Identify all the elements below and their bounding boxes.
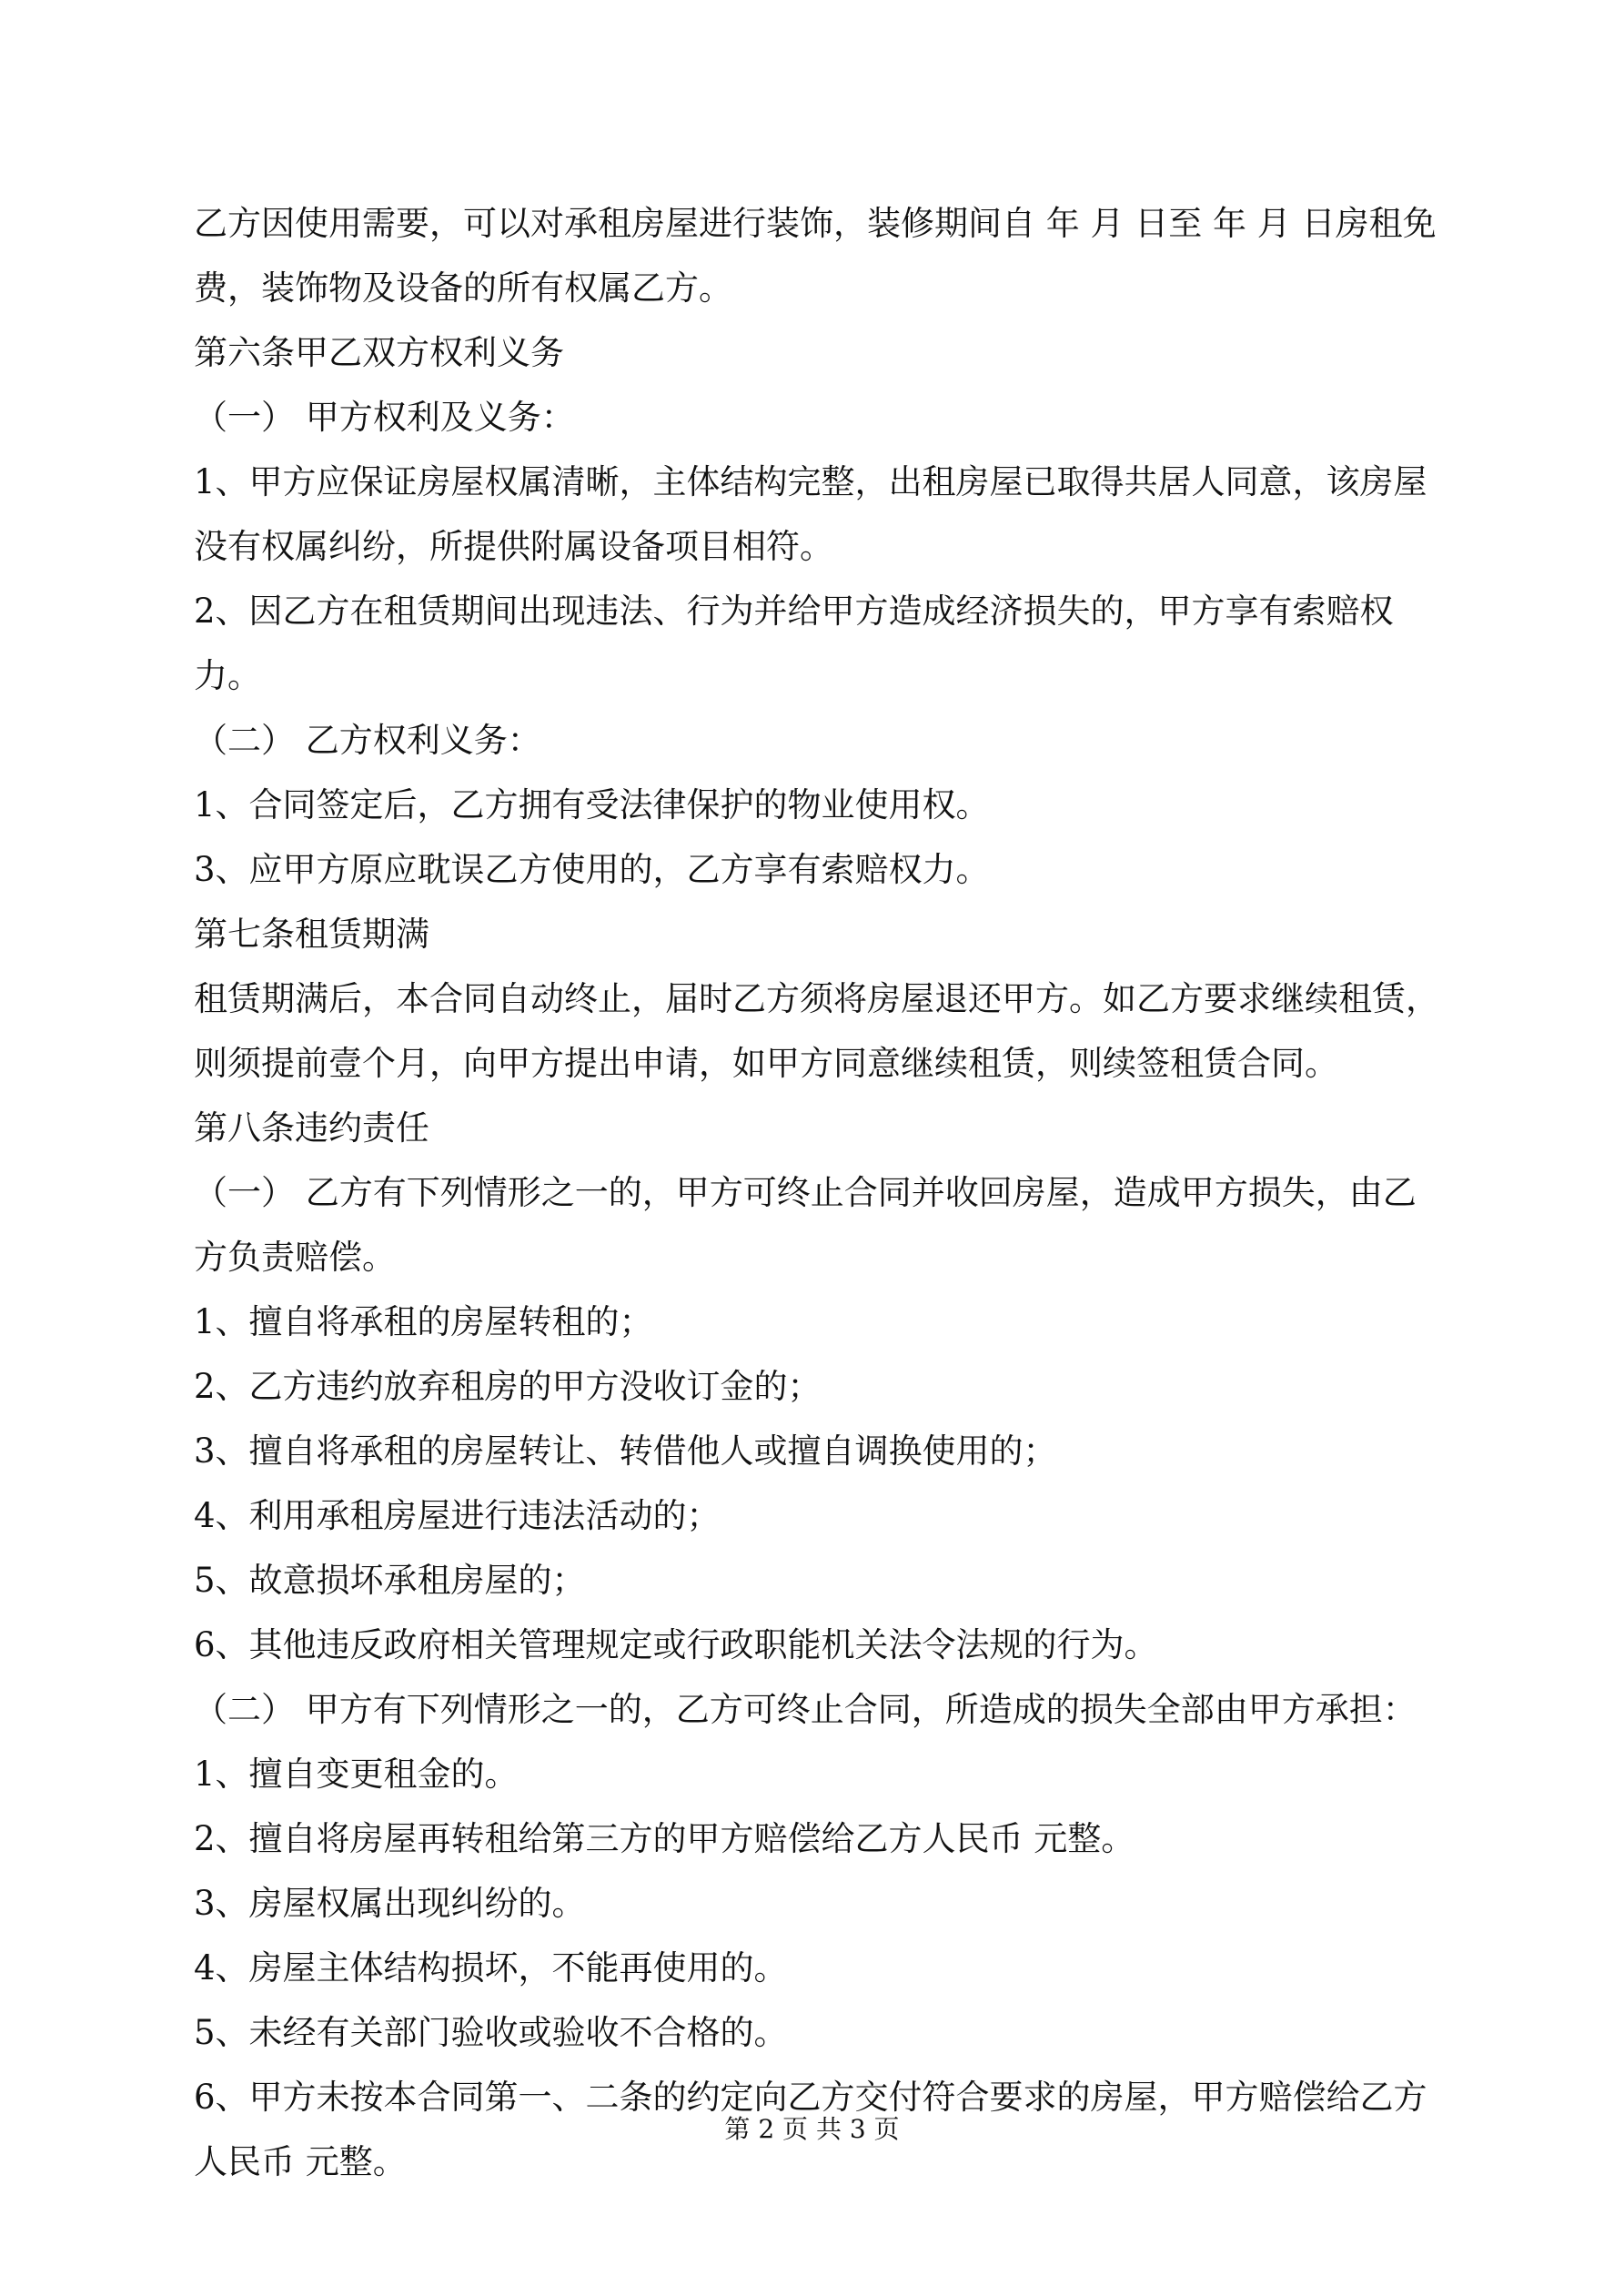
list-item: 6、其他违反政府相关管理规定或行政职能机关法令法规的行为。 (194, 1625, 1158, 1664)
paragraph: 乙方因使用需要，可以对承租房屋进行装饰，装修期间自 年 月 日至 年 月 日房租免费，装饰物及设备的所有权属乙方。 (194, 204, 1437, 308)
list-item: 1、擅自将承租的房屋转租的； (194, 1302, 653, 1341)
list-item: 3、房屋权属出现纠纷的。 (194, 1884, 586, 1923)
section-heading: 第八条违约责任 (194, 1108, 429, 1148)
subsection-heading: （二） 甲方有下列情形之一的，乙方可终止合同，所造成的损失全部由甲方承担： (194, 1690, 1417, 1729)
list-item: 1、甲方应保证房屋权属清晰，主体结构完整，出租房屋已取得共居人同意，该房屋没有权属纠纷，所提供附属设备项目相符。 (194, 462, 1427, 566)
list-item: 2、擅自将房屋再转租给第三方的甲方赔偿给乙方人民币 元整。 (194, 1819, 1135, 1858)
list-item: 1、擅自变更租金的。 (194, 1755, 519, 1794)
document-body (194, 191, 1440, 2194)
list-item: 2、乙方违约放弃租房的甲方没收订金的； (194, 1367, 822, 1406)
subsection-heading: （二） 乙方权利义务： (194, 721, 541, 760)
section-heading: 第六条甲乙双方权利义务 (194, 333, 564, 372)
list-item: 1、合同签定后，乙方拥有受法律保护的物业使用权。 (194, 785, 990, 824)
paragraph: 租赁期满后，本合同自动终止，届时乙方须将房屋退还甲方。如乙方要求继续租赁，则须提前壹个月，向甲方提出申请，如甲方同意继续租赁，则续签租赁合同。 (194, 979, 1439, 1083)
page-number-footer: 第 2 页 共 3 页 (724, 2114, 900, 2144)
list-item: 5、故意损坏承租房屋的； (194, 1561, 586, 1600)
list-item: 5、未经有关部门验收或验收不合格的。 (194, 2013, 788, 2052)
list-item: 3、擅自将承租的房屋转让、转借他人或擅自调换使用的； (194, 1431, 1057, 1471)
subsection-heading: （一） 乙方有下列情形之一的，甲方可终止合同并收回房屋，造成甲方损失，由乙方负责赔偿。 (194, 1173, 1417, 1277)
list-item: 6、甲方未按本合同第一、二条的约定向乙方交付符合要求的房屋，甲方赔偿给乙方人民币 元整。 (194, 2078, 1427, 2181)
list-item: 2、因乙方在租赁期间出现违法、行为并给甲方造成经济损失的，甲方享有索赔权力。 (194, 592, 1394, 695)
section-heading: 第七条租赁期满 (194, 915, 429, 954)
subsection-heading: （一） 甲方权利及义务： (194, 398, 575, 437)
list-item: 3、应甲方原应耽误乙方使用的，乙方享有索赔权力。 (194, 850, 990, 889)
list-item: 4、房屋主体结构损坏，不能再使用的。 (194, 1948, 788, 1988)
list-item: 4、利用承租房屋进行违法活动的； (194, 1496, 721, 1535)
